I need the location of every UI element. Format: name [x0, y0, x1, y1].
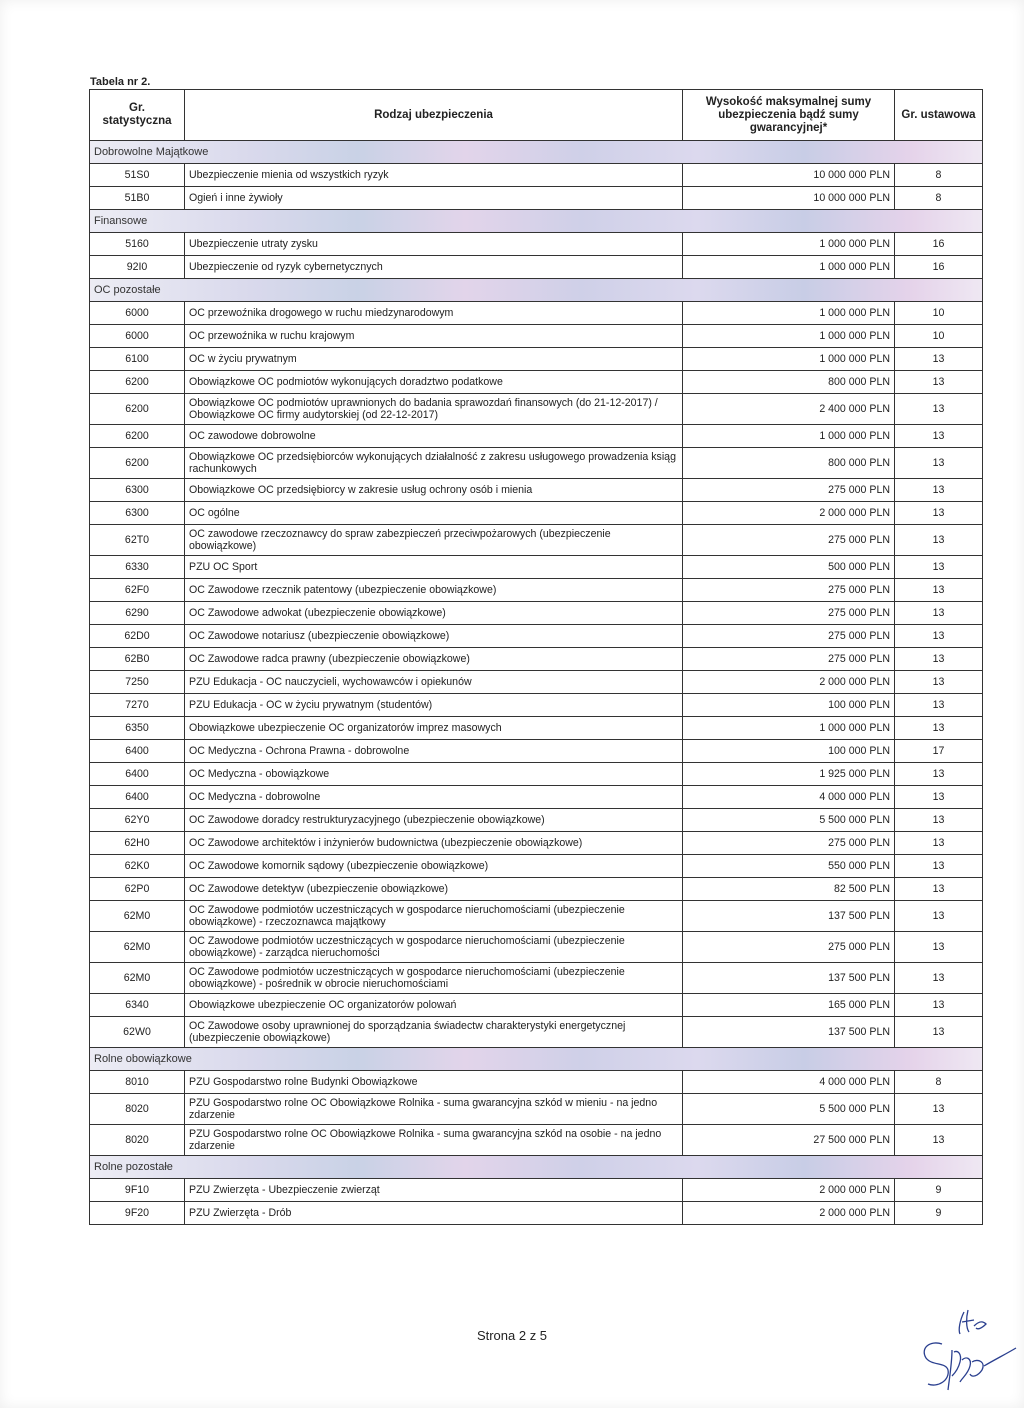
max-sum-cell: 1 000 000 PLN [683, 233, 895, 256]
stat-group-cell: 6200 [90, 394, 185, 425]
table-row [90, 994, 983, 1017]
page-number: Strona 2 z 5 [476, 1328, 548, 1343]
insurance-type-cell: Ubezpieczenie mienia od wszystkich ryzyk [185, 164, 683, 187]
insurance-type-cell: OC Zawodowe podmiotów uczestniczących w gospodarce nieruchomościami (ubezpieczenie obowiązkowe) - pośrednik w obrocie nieruchomościami [185, 963, 683, 994]
table-row [90, 325, 983, 348]
statutory-group-cell: 10 [895, 302, 983, 325]
table-row [90, 233, 983, 256]
max-sum-cell: 800 000 PLN [683, 371, 895, 394]
max-sum-cell: 165 000 PLN [683, 994, 895, 1017]
stat-group-cell: 62Y0 [90, 809, 185, 832]
table-row [90, 763, 983, 786]
max-sum-cell: 137 500 PLN [683, 901, 895, 932]
statutory-group-cell: 13 [895, 932, 983, 963]
insurance-type-cell: OC zawodowe rzeczoznawcy do spraw zabezpieczeń przeciwpożarowych (ubezpieczenie obowiązkowe) [185, 525, 683, 556]
statutory-group-cell: 9 [895, 1202, 983, 1225]
statutory-group-cell: 10 [895, 325, 983, 348]
statutory-group-cell: 16 [895, 256, 983, 279]
stat-group-cell: 51S0 [90, 164, 185, 187]
statutory-group-cell: 13 [895, 525, 983, 556]
max-sum-cell: 275 000 PLN [683, 602, 895, 625]
table-row [90, 1125, 983, 1156]
table-title: Tabela nr 2. [90, 76, 151, 88]
max-sum-cell: 100 000 PLN [683, 740, 895, 763]
max-sum-cell: 275 000 PLN [683, 648, 895, 671]
max-sum-cell: 1 000 000 PLN [683, 348, 895, 371]
table-row [90, 502, 983, 525]
statutory-group-cell: 9 [895, 1179, 983, 1202]
table-row [90, 648, 983, 671]
insurance-type-cell: OC Zawodowe podmiotów uczestniczących w gospodarce nieruchomościami (ubezpieczenie obowiązkowe) - zarządca nieruchomości [185, 932, 683, 963]
max-sum-cell: 2 000 000 PLN [683, 671, 895, 694]
insurance-type-cell: PZU Zwierzęta - Ubezpieczenie zwierząt [185, 1179, 683, 1202]
table-row [90, 671, 983, 694]
statutory-group-cell: 13 [895, 1017, 983, 1048]
stat-group-cell: 62M0 [90, 963, 185, 994]
insurance-type-cell: OC ogólne [185, 502, 683, 525]
header-insurance-type: Rodzaj ubezpieczenia [185, 90, 683, 141]
stat-group-cell: 6290 [90, 602, 185, 625]
stat-group-cell: 62F0 [90, 579, 185, 602]
insurance-type-cell: OC Zawodowe notariusz (ubezpieczenie obowiązkowe) [185, 625, 683, 648]
header-stat-group: Gr. statystyczna [90, 90, 185, 141]
statutory-group-cell: 13 [895, 448, 983, 479]
statutory-group-cell: 13 [895, 394, 983, 425]
table-row [90, 525, 983, 556]
max-sum-cell: 1 925 000 PLN [683, 763, 895, 786]
statutory-group-cell: 13 [895, 1125, 983, 1156]
table-row [90, 832, 983, 855]
insurance-type-cell: OC Zawodowe rzecznik patentowy (ubezpieczenie obowiązkowe) [185, 579, 683, 602]
stat-group-cell: 6000 [90, 302, 185, 325]
stat-group-cell: 5160 [90, 233, 185, 256]
insurance-type-cell: PZU Gospodarstwo rolne OC Obowiązkowe Rolnika - suma gwarancyjna szkód na osobie - na jedno zdarzenie [185, 1125, 683, 1156]
table-body [90, 141, 983, 1225]
max-sum-cell: 275 000 PLN [683, 932, 895, 963]
insurance-type-cell: OC w życiu prywatnym [185, 348, 683, 371]
insurance-type-cell: OC przewoźnika drogowego w ruchu miedzynarodowym [185, 302, 683, 325]
statutory-group-cell: 13 [895, 809, 983, 832]
stat-group-cell: 62M0 [90, 901, 185, 932]
max-sum-cell: 275 000 PLN [683, 579, 895, 602]
statutory-group-cell: 13 [895, 832, 983, 855]
max-sum-cell: 2 000 000 PLN [683, 1179, 895, 1202]
statutory-group-cell: 16 [895, 233, 983, 256]
insurance-type-cell: OC Zawodowe architektów i inżynierów budownictwa (ubezpieczenie obowiązkowe) [185, 832, 683, 855]
max-sum-cell: 500 000 PLN [683, 556, 895, 579]
insurance-type-cell: OC Zawodowe radca prawny (ubezpieczenie obowiązkowe) [185, 648, 683, 671]
insurance-type-cell: OC Zawodowe adwokat (ubezpieczenie obowiązkowe) [185, 602, 683, 625]
statutory-group-cell: 13 [895, 1094, 983, 1125]
table-row [90, 932, 983, 963]
max-sum-cell: 4 000 000 PLN [683, 786, 895, 809]
table-row [90, 556, 983, 579]
max-sum-cell: 1 000 000 PLN [683, 425, 895, 448]
insurance-type-cell: OC Medyczna - obowiązkowe [185, 763, 683, 786]
max-sum-cell: 4 000 000 PLN [683, 1071, 895, 1094]
section-header-row [90, 1156, 983, 1179]
insurance-type-cell: Ubezpieczenie utraty zysku [185, 233, 683, 256]
statutory-group-cell: 13 [895, 763, 983, 786]
max-sum-cell: 82 500 PLN [683, 878, 895, 901]
insurance-table [89, 89, 983, 1225]
statutory-group-cell: 13 [895, 579, 983, 602]
stat-group-cell: 62D0 [90, 625, 185, 648]
header-max-sum: Wysokość maksymalnej sumy ubezpieczenia bądź sumy gwarancyjnej* [683, 90, 895, 141]
stat-group-cell: 6330 [90, 556, 185, 579]
max-sum-cell: 275 000 PLN [683, 479, 895, 502]
stat-group-cell: 62P0 [90, 878, 185, 901]
max-sum-cell: 10 000 000 PLN [683, 164, 895, 187]
stat-group-cell: 8020 [90, 1094, 185, 1125]
header-row [90, 90, 983, 141]
statutory-group-cell: 13 [895, 855, 983, 878]
section-header-row [90, 210, 983, 233]
table-row [90, 786, 983, 809]
table-row [90, 602, 983, 625]
statutory-group-cell: 13 [895, 901, 983, 932]
handwritten-signature [912, 1300, 1022, 1400]
insurance-type-cell: Obowiązkowe ubezpieczenie OC organizatorów imprez masowych [185, 717, 683, 740]
insurance-type-cell: PZU Gospodarstwo rolne Budynki Obowiązkowe [185, 1071, 683, 1094]
stat-group-cell: 51B0 [90, 187, 185, 210]
table-row [90, 348, 983, 371]
statutory-group-cell: 13 [895, 348, 983, 371]
statutory-group-cell: 17 [895, 740, 983, 763]
statutory-group-cell: 13 [895, 602, 983, 625]
insurance-type-cell: OC Medyczna - dobrowolne [185, 786, 683, 809]
statutory-group-cell: 13 [895, 648, 983, 671]
stat-group-cell: 7270 [90, 694, 185, 717]
table-row [90, 878, 983, 901]
stat-group-cell: 6400 [90, 763, 185, 786]
insurance-type-cell: Obowiązkowe OC przedsiębiorców wykonujących działalność z zakresu usługowego prowadzenia ksiąg rachunkowych [185, 448, 683, 479]
insurance-type-cell: OC Zawodowe osoby uprawnionej do sporządzania świadectw charakterystyki energetycznej (ubezpieczenie obowiązkowe) [185, 1017, 683, 1048]
insurance-type-cell: Obowiązkowe ubezpieczenie OC organizatorów polowań [185, 994, 683, 1017]
insurance-type-cell: Obowiązkowe OC podmiotów uprawnionych do badania sprawozdań finansowych (do 21-12-2017) / Obowiązkowe OC firmy audytorskiej (od 22-12-2017) [185, 394, 683, 425]
table-row [90, 448, 983, 479]
table-row [90, 371, 983, 394]
stat-group-cell: 6000 [90, 325, 185, 348]
table-row [90, 425, 983, 448]
statutory-group-cell: 13 [895, 963, 983, 994]
stat-group-cell: 9F10 [90, 1179, 185, 1202]
statutory-group-cell: 8 [895, 164, 983, 187]
max-sum-cell: 275 000 PLN [683, 525, 895, 556]
max-sum-cell: 1 000 000 PLN [683, 302, 895, 325]
table-row [90, 1179, 983, 1202]
insurance-type-cell: OC Zawodowe podmiotów uczestniczących w gospodarce nieruchomościami (ubezpieczenie obowiązkowe) - rzeczoznawca majątkowy [185, 901, 683, 932]
insurance-type-cell: PZU Edukacja - OC nauczycieli, wychowawców i opiekunów [185, 671, 683, 694]
table-row [90, 579, 983, 602]
statutory-group-cell: 13 [895, 694, 983, 717]
insurance-type-cell: OC Zawodowe detektyw (ubezpieczenie obowiązkowe) [185, 878, 683, 901]
stat-group-cell: 6350 [90, 717, 185, 740]
insurance-type-cell: Obowiązkowe OC podmiotów wykonujących doradztwo podatkowe [185, 371, 683, 394]
max-sum-cell: 1 000 000 PLN [683, 717, 895, 740]
table-row [90, 479, 983, 502]
max-sum-cell: 2 000 000 PLN [683, 1202, 895, 1225]
table-row [90, 740, 983, 763]
max-sum-cell: 5 500 000 PLN [683, 1094, 895, 1125]
table-row [90, 717, 983, 740]
insurance-type-cell: PZU Zwierzęta - Drób [185, 1202, 683, 1225]
stat-group-cell: 6400 [90, 786, 185, 809]
insurance-type-cell: Ubezpieczenie od ryzyk cybernetycznych [185, 256, 683, 279]
statutory-group-cell: 8 [895, 187, 983, 210]
stat-group-cell: 6200 [90, 448, 185, 479]
table-row [90, 302, 983, 325]
stat-group-cell: 6400 [90, 740, 185, 763]
header-statutory-group: Gr. ustawowa [895, 90, 983, 141]
stat-group-cell: 62M0 [90, 932, 185, 963]
statutory-group-cell: 13 [895, 371, 983, 394]
max-sum-cell: 137 500 PLN [683, 1017, 895, 1048]
max-sum-cell: 2 400 000 PLN [683, 394, 895, 425]
max-sum-cell: 100 000 PLN [683, 694, 895, 717]
table-row [90, 1071, 983, 1094]
table-row [90, 394, 983, 425]
stat-group-cell: 8010 [90, 1071, 185, 1094]
statutory-group-cell: 13 [895, 878, 983, 901]
statutory-group-cell: 13 [895, 425, 983, 448]
stat-group-cell: 62H0 [90, 832, 185, 855]
max-sum-cell: 275 000 PLN [683, 832, 895, 855]
stat-group-cell: 62B0 [90, 648, 185, 671]
insurance-type-cell: Ogień i inne żywioły [185, 187, 683, 210]
statutory-group-cell: 13 [895, 502, 983, 525]
max-sum-cell: 550 000 PLN [683, 855, 895, 878]
section-header-row [90, 279, 983, 302]
table-row [90, 1094, 983, 1125]
max-sum-cell: 1 000 000 PLN [683, 256, 895, 279]
stat-group-cell: 9F20 [90, 1202, 185, 1225]
stat-group-cell: 6300 [90, 479, 185, 502]
stat-group-cell: 62W0 [90, 1017, 185, 1048]
insurance-type-cell: PZU OC Sport [185, 556, 683, 579]
max-sum-cell: 800 000 PLN [683, 448, 895, 479]
insurance-type-cell: OC Zawodowe doradcy restrukturyzacyjnego (ubezpieczenie obowiązkowe) [185, 809, 683, 832]
stat-group-cell: 6200 [90, 425, 185, 448]
table-row [90, 809, 983, 832]
stat-group-cell: 6100 [90, 348, 185, 371]
table-row [90, 256, 983, 279]
insurance-type-cell: PZU Edukacja - OC w życiu prywatnym (studentów) [185, 694, 683, 717]
max-sum-cell: 137 500 PLN [683, 963, 895, 994]
table-row [90, 855, 983, 878]
table-row [90, 963, 983, 994]
statutory-group-cell: 13 [895, 479, 983, 502]
max-sum-cell: 2 000 000 PLN [683, 502, 895, 525]
statutory-group-cell: 13 [895, 786, 983, 809]
insurance-type-cell: PZU Gospodarstwo rolne OC Obowiązkowe Rolnika - suma gwarancyjna szkód w mieniu - na jedno zdarzenie [185, 1094, 683, 1125]
max-sum-cell: 27 500 000 PLN [683, 1125, 895, 1156]
stat-group-cell: 62K0 [90, 855, 185, 878]
table-row [90, 694, 983, 717]
section-title: OC pozostałe [90, 279, 983, 302]
stat-group-cell: 62T0 [90, 525, 185, 556]
max-sum-cell: 5 500 000 PLN [683, 809, 895, 832]
table-row [90, 164, 983, 187]
table-row [90, 1017, 983, 1048]
stat-group-cell: 7250 [90, 671, 185, 694]
table-row [90, 901, 983, 932]
table-row [90, 625, 983, 648]
section-title: Rolne obowiązkowe [90, 1048, 983, 1071]
stat-group-cell: 6300 [90, 502, 185, 525]
insurance-type-cell: OC Medyczna - Ochrona Prawna - dobrowolne [185, 740, 683, 763]
section-title: Rolne pozostałe [90, 1156, 983, 1179]
statutory-group-cell: 13 [895, 994, 983, 1017]
section-title: Finansowe [90, 210, 983, 233]
max-sum-cell: 275 000 PLN [683, 625, 895, 648]
section-header-row [90, 1048, 983, 1071]
insurance-type-cell: Obowiązkowe OC przedsiębiorcy w zakresie usług ochrony osób i mienia [185, 479, 683, 502]
max-sum-cell: 1 000 000 PLN [683, 325, 895, 348]
stat-group-cell: 92I0 [90, 256, 185, 279]
insurance-type-cell: OC Zawodowe komornik sądowy (ubezpieczenie obowiązkowe) [185, 855, 683, 878]
statutory-group-cell: 13 [895, 717, 983, 740]
table-row [90, 187, 983, 210]
insurance-type-cell: OC przewoźnika w ruchu krajowym [185, 325, 683, 348]
table-row [90, 1202, 983, 1225]
statutory-group-cell: 13 [895, 625, 983, 648]
statutory-group-cell: 13 [895, 671, 983, 694]
section-header-row [90, 141, 983, 164]
stat-group-cell: 8020 [90, 1125, 185, 1156]
max-sum-cell: 10 000 000 PLN [683, 187, 895, 210]
stat-group-cell: 6200 [90, 371, 185, 394]
statutory-group-cell: 13 [895, 556, 983, 579]
stat-group-cell: 6340 [90, 994, 185, 1017]
section-title: Dobrowolne Majątkowe [90, 141, 983, 164]
insurance-type-cell: OC zawodowe dobrowolne [185, 425, 683, 448]
statutory-group-cell: 8 [895, 1071, 983, 1094]
